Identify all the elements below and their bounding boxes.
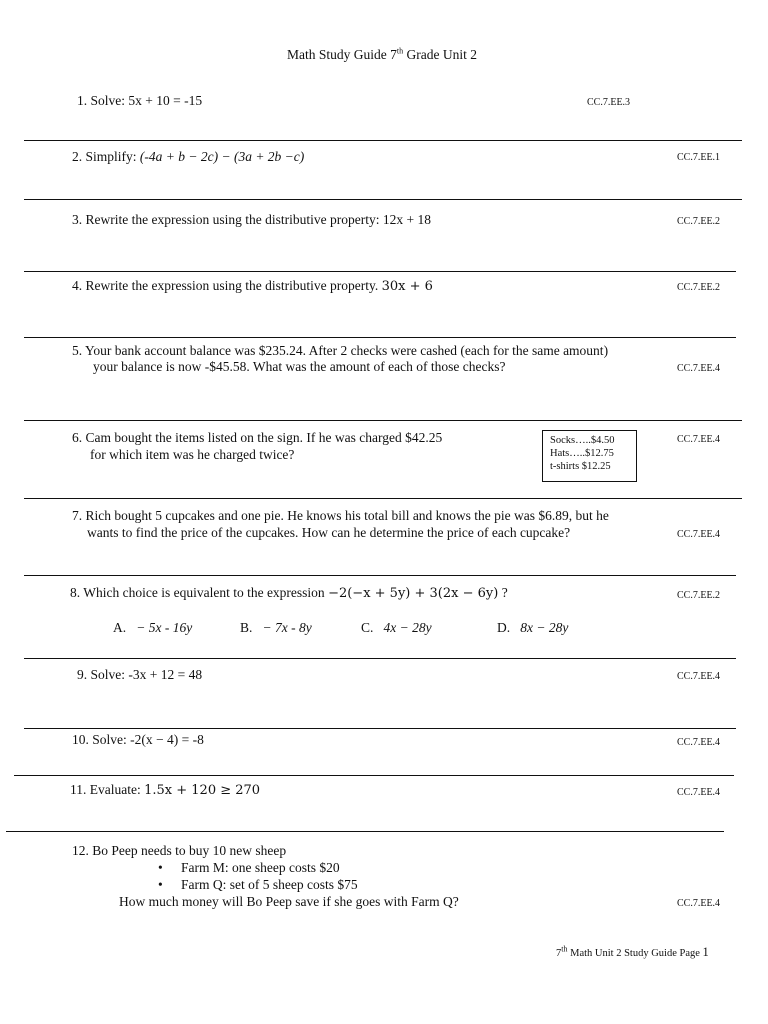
question-11: 11. Evaluate: 1.5x + 120 ≥ 270: [70, 782, 261, 798]
question-12-line-1: 12. Bo Peep needs to buy 10 new sheep: [72, 843, 287, 858]
standard-q4: CC.7.EE.2: [677, 282, 721, 293]
q4-expression: 30x + 6: [381, 279, 433, 294]
standard-q12: CC.7.EE.4: [677, 898, 721, 909]
divider: [24, 337, 736, 338]
standard-q3: CC.7.EE.2: [677, 216, 721, 227]
question-3: 3. Rewrite the expression using the distributive property: 12x + 18: [72, 212, 431, 227]
price-sign: [542, 430, 637, 482]
divider: [24, 575, 736, 576]
standard-q9: CC.7.EE.4: [677, 671, 721, 682]
standard-q10: CC.7.EE.4: [677, 737, 721, 748]
sign-item: t-shirts $12.25: [550, 461, 611, 472]
page-footer: 7th Math Unit 2 Study Guide Page 1: [556, 944, 709, 959]
question-10: 10. Solve: -2(x − 4) = -8: [72, 732, 204, 747]
standard-q5: CC.7.EE.4: [677, 363, 721, 374]
standard-q2: CC.7.EE.1: [677, 152, 721, 163]
standard-q1: CC.7.EE.3: [587, 97, 631, 108]
question-12-line-2: How much money will Bo Peep save if she goes with Farm Q?: [119, 894, 459, 909]
divider: [24, 420, 742, 421]
divider: [24, 498, 742, 499]
farm-m-item: • Farm M: one sheep costs $20: [181, 860, 340, 876]
question-2: 2. Simplify: (-4a + b − 2c) − (3a + 2b −c): [72, 149, 305, 164]
divider: [24, 658, 736, 659]
question-1: 1. Solve: 5x + 10 = -15: [77, 93, 203, 108]
divider: [6, 831, 724, 832]
farm-q-item: • Farm Q: set of 5 sheep costs $75: [181, 877, 358, 893]
sign-item: Socks…..$4.50: [550, 435, 615, 446]
q11-expression: 1.5x + 120 ≥ 270: [144, 783, 261, 798]
question-6-line-1: 6. Cam bought the items listed on the sign. If he was charged $42.25: [72, 430, 443, 445]
question-9: 9. Solve: -3x + 12 = 48: [77, 667, 203, 682]
standard-q6: CC.7.EE.4: [677, 434, 721, 445]
divider: [14, 775, 734, 776]
sign-item: Hats…..$12.75: [550, 448, 614, 459]
choice-a: A. − 5x - 16y: [113, 620, 193, 635]
standard-q11: CC.7.EE.4: [677, 787, 721, 798]
divider: [24, 140, 742, 141]
question-7-line-1: 7. Rich bought 5 cupcakes and one pie. He knows his total bill and knows the pie was $6.89, but he: [72, 508, 609, 523]
choice-c: C. 4x − 28y: [361, 620, 432, 635]
divider: [24, 728, 736, 729]
q2-expression: (-4a + b − 2c) − (3a + 2b −c): [139, 149, 305, 164]
divider: [24, 271, 736, 272]
question-5-line-2: your balance is now -$45.58. What was the amount of each of those checks?: [93, 359, 506, 374]
choice-b: B. − 7x - 8y: [240, 620, 312, 635]
question-5-line-1: 5. Your bank account balance was $235.24. After 2 checks were cashed (each for the same amount): [72, 343, 609, 358]
choice-d: D. 8x − 28y: [497, 620, 569, 635]
divider: [24, 199, 742, 200]
standard-q7: CC.7.EE.4: [677, 529, 721, 540]
page-number: 1: [702, 945, 709, 959]
q3-expression: 12x + 18: [382, 212, 431, 227]
q8-expression: −2(−x + 5y) + 3(2x − 6y): [328, 586, 499, 601]
question-8: 8. Which choice is equivalent to the expression −2(−x + 5y) + 3(2x − 6y) ?: [70, 585, 508, 601]
standard-q8: CC.7.EE.2: [677, 590, 721, 601]
page-title: Math Study Guide 7th Grade Unit 2: [287, 46, 477, 62]
question-6-line-2: for which item was he charged twice?: [90, 447, 295, 462]
question-4: 4. Rewrite the expression using the distributive property. 30x + 6: [72, 278, 433, 294]
question-7-line-2: wants to find the price of the cupcakes. How can he determine the price of each cupcake?: [87, 525, 571, 540]
